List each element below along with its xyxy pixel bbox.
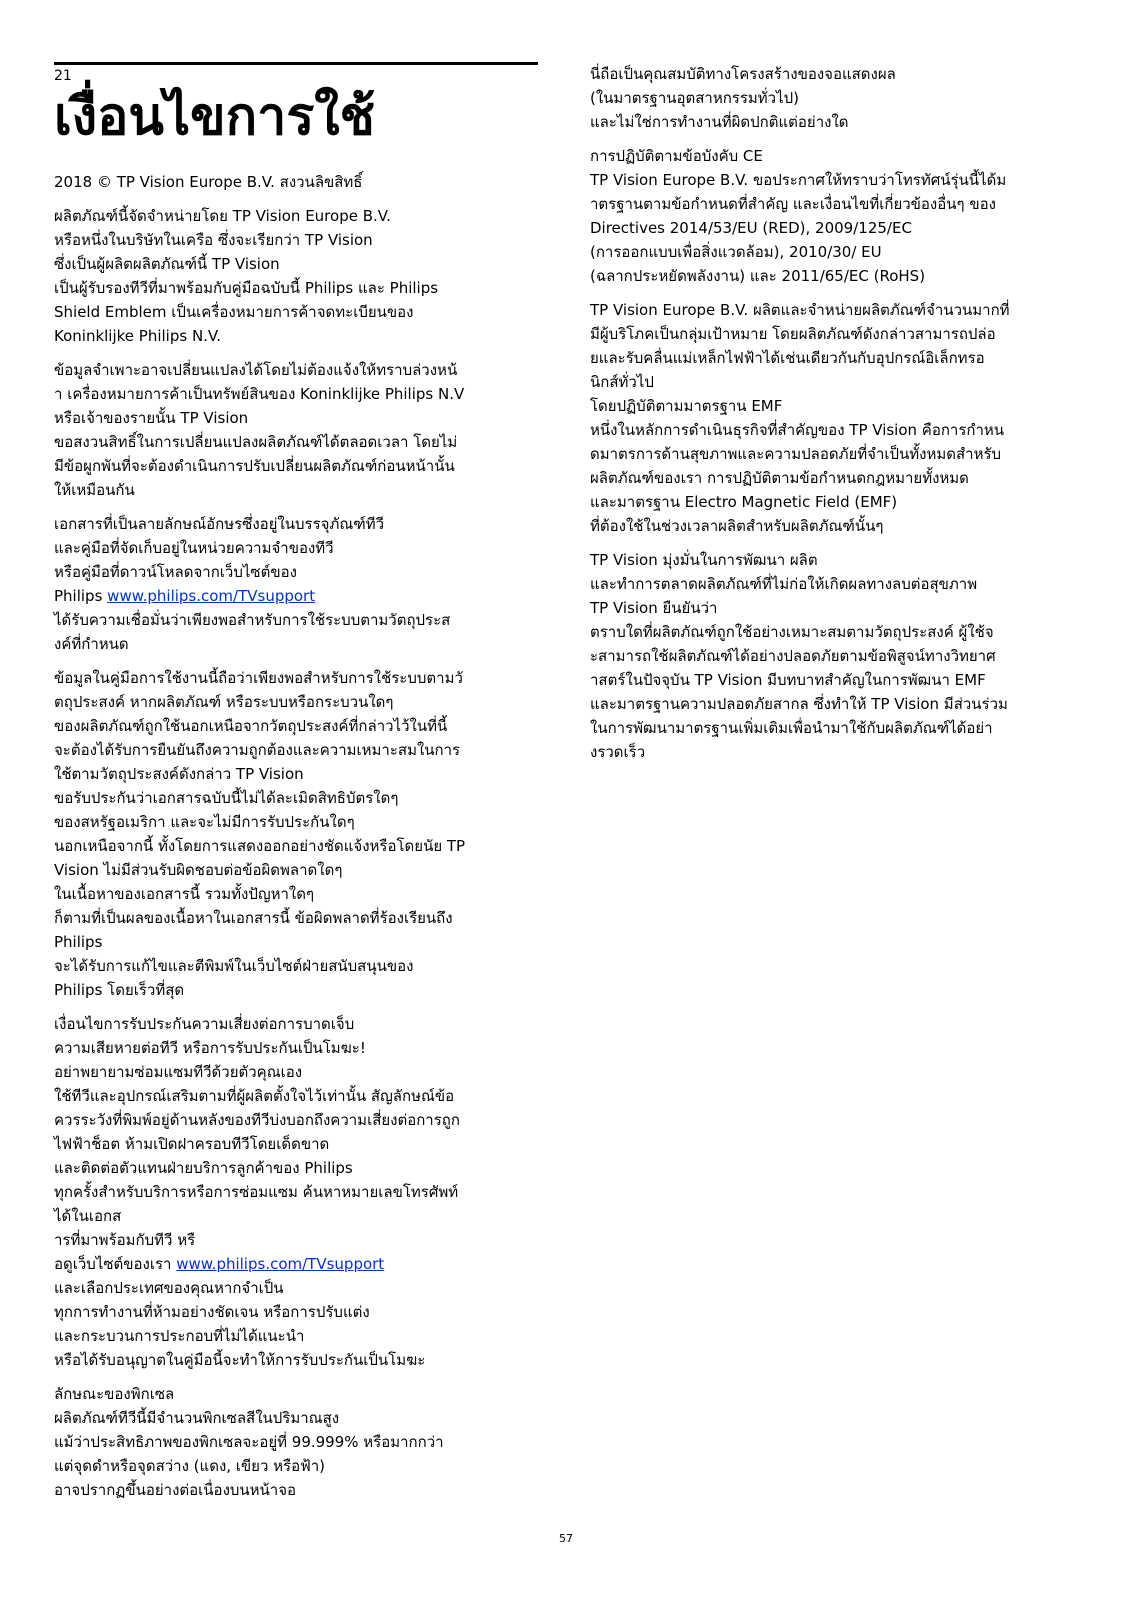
left-column <box>54 170 538 1512</box>
documentation-text-a: เอกสารที่เป็นลายลักษณ์อักษรซึ่งอยู่ในบรรจุภัณฑ์ทีวี และคู่มือที่จัดเก็บอยู่ในหน่วยความจำของทีวี หรือคู่มือที่ดาวน์โหลดจากเว็บไซต์ของ Philips <box>54 515 385 605</box>
right-column <box>590 62 1084 774</box>
specifications-paragraph: ข้อมูลจำเพาะอาจเปลี่ยนแปลงได้โดยไม่ต้องแจ้งให้ทราบล่วงหน้ า เครื่องหมายการค้าเป็นทรัพย์สินของ Koninklijke Philips N.V หรือเจ้าของรายนั้น TP Vision ขอสงวนสิทธิ์ในการเปลี่ยนแปลงผลิตภัณฑ์ได้ตลอดเวลา โดยไม่ มีข้อผูกพันที่จะต้องดำเนินการปรับเปลี่ยนผลิตภัณฑ์ก่อนหน้านั้น ให้เหมือนกัน <box>54 361 465 499</box>
warranty-paragraph <box>54 1012 538 1372</box>
chapter-number: 21 <box>54 68 72 84</box>
page-number: 57 <box>559 1532 573 1545</box>
title-rule <box>54 62 538 65</box>
manual-usage-paragraph: ข้อมูลในคู่มือการใช้งานนี้ถือว่าเพียงพอสำหรับการใช้ระบบตามวั ตถุประสงค์ หากผลิตภัณฑ์ หรือระบบหรือกระบวนใดๆ ของผลิตภัณฑ์ถูกใช้นอกเหนือจากวัตถุประสงค์ที่กล่าวไว้ในที่นี้ จะต้องได้รับการยืนยันถึงความถูกต้องและความเหมาะสมในการ ใช้ตามวัตถุประสงค์ดังกล่าว TP Vision ขอรับประกันว่าเอกสารฉบับนี้ไม่ได้ละเมิดสิทธิบัตรใดๆ ของสหรัฐอเมริกา และจะไม่มีการรับประกันใดๆ นอกเหนือจากนี้ ทั้งโดยการแสดงออกอย่างชัดแจ้งหรือโดยนัย TP Vision ไม่มีส่วนรับผิดชอบต่อข้อผิดพลาดใดๆ ในเนื้อหาของเอกสารนี้ รวมทั้งปัญหาใดๆ ก็ตามที่เป็นผลของเนื้อหาในเอกสารนี้ ข้อผิดพลาดที่ร้องเรียนถึง Philips จะได้รับการแก้ไขและตีพิมพ์ในเว็บไซต์ฝ่ายสนับสนุนของ Philips โดยเร็วที่สุด <box>54 669 466 999</box>
display-property-paragraph: นี่ถือเป็นคุณสมบัติทางโครงสร้างของจอแสดงผล (ในมาตรฐานอุตสาหกรรมทั่วไป) และไม่ใช่การทำงานที่ผิดปกติแต่อย่างใด <box>590 65 896 131</box>
documentation-paragraph <box>54 512 538 656</box>
emf-compliance-paragraph: TP Vision Europe B.V. ผลิตและจำหน่ายผลิตภัณฑ์จำนวนมากที่ มีผู้บริโภคเป็นกลุ่มเป้าหมาย โดยผลิตภัณฑ์ดังกล่าวสามารถปล่อ ยและรับคลื่นแม่เหล็กไฟฟ้าได้เช่นเดียวกันกับอุปกรณ์อิเล็กทรอ นิกส์ทั่วไป โดยปฏิบัติตามมาตรฐาน EMF หนึ่งในหลักการดำเนินธุรกิจที่สำคัญของ TP Vision คือการกำหน ดมาตรการด้านสุขภาพและความปลอดภัยที่จำเป็นทั้งหมดสำหรับ ผลิตภัณฑ์ของเรา การปฏิบัติตามข้อกำหนดกฎหมายทั้งหมด และมาตรฐาน Electro Magnetic Field (EMF) ที่ต้องใช้ในช่วงเวลาผลิตสำหรับผลิตภัณฑ์นั้นๆ <box>590 301 1010 535</box>
warranty-text-b: และเลือกประเทศของคุณหากจำเป็น ทุกการทำงานที่ห้ามอย่างชัดเจน หรือการปรับแต่ง และกระบวนการประกอบที่ไม่ได้แนะนำ หรือได้รับอนุญาตในคู่มือนี้จะทำให้การรับประกันเป็นโมฆะ <box>54 1279 426 1369</box>
warranty-text-a: เงื่อนไขการรับประกันความเสี่ยงต่อการบาดเจ็บ ความเสียหายต่อทีวี หรือการรับประกันเป็นโมฆะ! อย่าพยายามซ่อมแซมทีวีด้วยตัวคุณเอง ใช้ทีวีและอุปกรณ์เสริมตามที่ผู้ผลิตตั้งใจไว้เท่านั้น สัญลักษณ์ข้อ ควรระวังที่พิมพ์อยู่ด้านหลังของทีวีบ่งบอกถึงความเสี่ยงต่อการถูก ไฟฟ้าช็อต ห้ามเปิดฝาครอบทีวีโดยเด็ดขาด และติดต่อตัวแทนฝ่ายบริการลูกค้าของ Philips ทุกครั้งสำหรับบริการหรือการซ่อมแซม ค้นหาหมายเลขโทรศัพท์ ได้ในเอกส ารที่มาพร้อมกับทีวี หรื อดูเว็บไซต์ของเรา <box>54 1015 460 1273</box>
distribution-paragraph: ผลิตภัณฑ์นี้จัดจำหน่ายโดย TP Vision Europe B.V. หรือหนึ่งในบริษัทในเครือ ซึ่งจะเรียกว่า TP Vision ซึ่งเป็นผู้ผลิตผลิตภัณฑ์นี้ TP Vision เป็นผู้รับรองทีวีที่มาพร้อมกับคู่มือฉบับนี้ Philips และ Philips Shield Emblem เป็นเครื่องหมายการค้าจดทะเบียนของ Koninklijke Philips N.V. <box>54 207 439 345</box>
pixel-characteristics-paragraph: ลักษณะของพิกเซล ผลิตภัณฑ์ทีวีนี้มีจำนวนพิกเซลสีในปริมาณสูง แม้ว่าประสิทธิภาพของพิกเซลจะอยู่ที่ 99.999% หรือมากกว่า แต่จุดดำหรือจุดสว่าง (แดง, เขียว หรือฟ้า) อาจปรากฏขึ้นอย่างต่อเนื่องบนหน้าจอ <box>54 1385 444 1499</box>
page-title: เงื่อนไขการใช้ <box>54 87 375 147</box>
tvsupport-link-warranty[interactable]: www.philips.com/TVsupport <box>176 1255 385 1273</box>
ce-compliance-paragraph: การปฏิบัติตามข้อบังคับ CE TP Vision Europe B.V. ขอประกาศให้ทราบว่าโทรทัศน์รุ่นนี้ได้ม าตรฐานตามข้อกำหนดที่สำคัญ และเงื่อนไขที่เกี่ยวข้องอื่นๆ ของ Directives 2014/53/EU (RED), 2009/125/EC (การออกแบบเพื่อสิ่งแวดล้อม), 2010/30/ EU (ฉลากประหยัดพลังงาน) และ 2011/65/EC (RoHS) <box>590 147 1007 285</box>
emf-commitment-paragraph: TP Vision มุ่งมั่นในการพัฒนา ผลิต และทำการตลาดผลิตภัณฑ์ที่ไม่ก่อให้เกิดผลทางลบต่อสุขภาพ TP Vision ยืนยันว่า ตราบใดที่ผลิตภัณฑ์ถูกใช้อย่างเหมาะสมตามวัตถุประสงค์ ผู้ใช้จ ะสามารถใช้ผลิตภัณฑ์ได้อย่างปลอดภัยตามข้อพิสูจน์ทางวิทยาศ าสตร์ในปัจจุบัน TP Vision มีบทบาทสำคัญในการพัฒนา EMF และมาตรฐานความปลอดภัยสากล ซึ่งทำให้ TP Vision มีส่วนร่วม ในการพัฒนามาตรฐานเพิ่มเติมเพื่อนำมาใช้กับผลิตภัณฑ์ได้อย่า งรวดเร็ว <box>590 551 1008 761</box>
tvsupport-link[interactable]: www.philips.com/TVsupport <box>107 587 316 605</box>
copyright-paragraph: 2018 © TP Vision Europe B.V. สงวนลิขสิทธิ์ <box>54 173 363 191</box>
documentation-text-b: ได้รับความเชื่อมั่นว่าเพียงพอสำหรับการใช้ระบบตามวัตถุประส งค์ที่กำหนด <box>54 611 451 653</box>
